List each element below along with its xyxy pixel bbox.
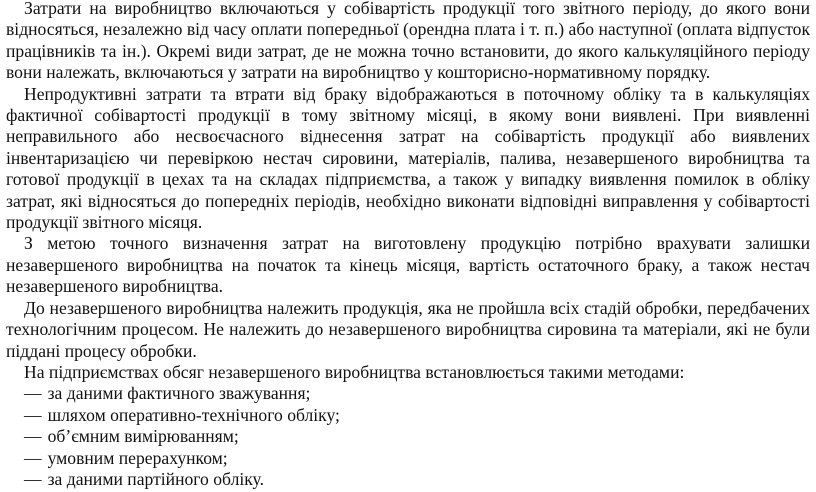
list-dash: —: [24, 468, 42, 489]
list-dash: —: [24, 383, 42, 404]
list-item: [6, 405, 810, 426]
method-text: за даними фактичного зважування;: [47, 383, 311, 404]
paragraph-cost-determination: З метою точного визначення затрат на виготовлену продукцію потрібно врахувати залишки незавершеного виробництва на початок та кінець місяця, вартість остаточного браку, а також нестач незавершеного виробництва.: [6, 233, 810, 297]
list-item: [6, 383, 810, 404]
list-dash: —: [24, 404, 42, 425]
methods-list: [6, 383, 810, 490]
paragraph-unproductive-costs: Непродуктивні затрати та втрати від браку відображаються в поточному обліку та в калькуляціях фактичної собівартості продукції в тому звітному місяці, в якому вони виявлені. При виявленні неправильного або несвоєчасного віднесення затрат на собівартість продукції або виявлених інвентаризацією чи перевіркою нестач сировини, матеріалів, палива, незавершеного виробництва та готової продукції в цехах та на складах підприємства, а також у випадку виявлення помилок в обліку затрат, які відносяться до попередніх періодів, необхідно виконати відповідні виправлення у собівартості продукції звітного місяця.: [6, 83, 810, 233]
list-item: [6, 426, 810, 447]
method-text: умовним перерахунком;: [47, 447, 228, 468]
method-text: шляхом оперативно-технічного обліку;: [47, 404, 340, 425]
list-item: [6, 448, 810, 469]
list-item: [6, 469, 810, 490]
list-dash: —: [24, 426, 42, 447]
method-text: за даними партійного обліку.: [47, 468, 264, 489]
list-dash: —: [24, 447, 42, 468]
method-text: об’ємним вимірюванням;: [47, 426, 239, 447]
paragraph-work-in-progress: До незавершеного виробництва належить продукція, яка не пройшла всіх стадій обробки, передбачених технологічним процесом. Не належить до незавершеного виробництва сировина та матеріали, які не були піддані процесу обробки.: [6, 297, 810, 361]
paragraph-cost-inclusion: Затрати на виробництво включаються у собівартість продукції того звітного періоду, до якого вони відносяться, незалежно від часу оплати попередньої (орендна плата і т. п.) або наступної (оплата відпусток працівників та ін.). Окремі види затрат, де не можна точно встановити, до якого калькуляційного періоду вони належать, включаються у затрати на виробництво у кошторисно-нормативному порядку.: [6, 0, 810, 83]
paragraph-methods-intro: На підприємствах обсяг незавершеного виробництва встановлюється такими методами:: [24, 361, 685, 382]
